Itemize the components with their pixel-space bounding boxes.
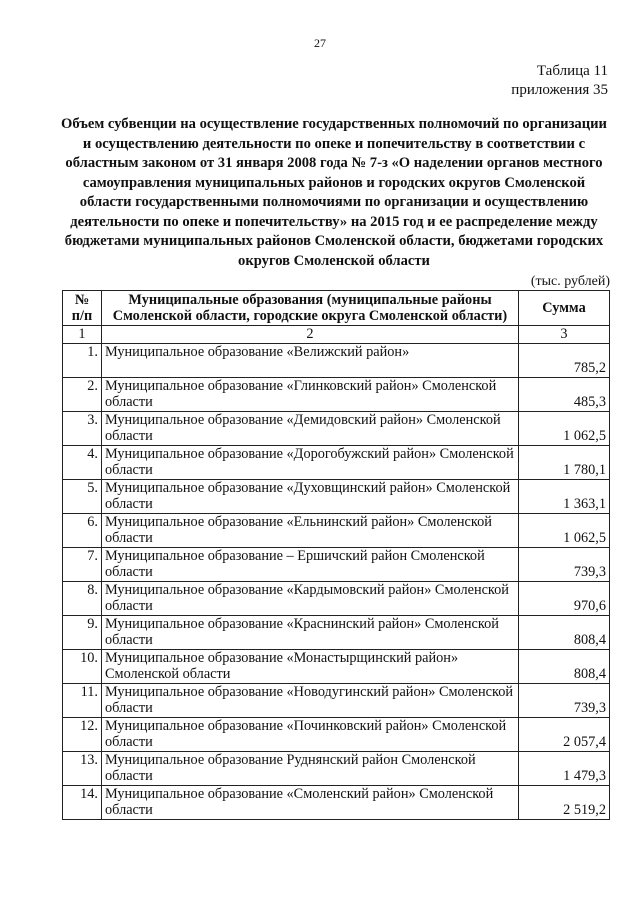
- table-row: [63, 615, 610, 649]
- table-row: [63, 649, 610, 683]
- table-reference: [511, 62, 608, 100]
- table-row: [63, 445, 610, 479]
- row-sum: 1 062,5: [519, 411, 610, 445]
- header-sum: Сумма: [519, 291, 610, 326]
- row-sum: 739,3: [519, 683, 610, 717]
- row-sum: 739,3: [519, 547, 610, 581]
- table-row: [63, 411, 610, 445]
- row-sum: 2 057,4: [519, 717, 610, 751]
- row-sum: 808,4: [519, 615, 610, 649]
- header-number-line1: №: [74, 291, 90, 308]
- header-number-line2: п/п: [71, 308, 93, 324]
- row-name: Муниципальное образование «Велижский район»: [102, 343, 519, 377]
- table-row: [63, 479, 610, 513]
- header-name: Муниципальные образования (муниципальные районы Смоленской области, городские округа Смоленской области): [102, 291, 519, 326]
- row-sum: 485,3: [519, 377, 610, 411]
- row-name: Муниципальное образование «Новодугинский район» Смоленской области: [102, 683, 519, 717]
- document-title: Объем субвенции на осуществление государственных полномочий по организации и осуществлению деятельности по опеке и попечительству в соответствии с областным законом от 31 января 2008 года № 7-з «О наделении органов местного самоуправления муниципальных районов и городских округов Смоленской области государственными полномочиями по организации и осуществлению деятельности по опеке и попечительству» на 2015 год и ее распределение между бюджетами муниципальных районов Смоленской области, бюджетами городских округов Смоленской области: [61, 116, 607, 269]
- table-row: [63, 717, 610, 751]
- table-reference-line2: приложения 35: [511, 82, 608, 98]
- row-number: 6.: [63, 513, 102, 547]
- row-name: Муниципальное образование «Монастырщинский район» Смоленской области: [102, 649, 519, 683]
- table-reference-line1: Таблица 11: [536, 63, 608, 79]
- row-name: Муниципальное образование «Глинковский район» Смоленской области: [102, 377, 519, 411]
- row-number: 1.: [63, 343, 102, 377]
- row-number: 3.: [63, 411, 102, 445]
- table-row: [63, 581, 610, 615]
- page-number: 27: [314, 36, 326, 50]
- table-row: [63, 547, 610, 581]
- row-sum: 1 363,1: [519, 479, 610, 513]
- table-row: [63, 377, 610, 411]
- subvention-table: [62, 290, 610, 820]
- column-number-2: 2: [102, 326, 519, 344]
- row-sum: 1 479,3: [519, 751, 610, 785]
- row-number: 10.: [63, 649, 102, 683]
- row-number: 5.: [63, 479, 102, 513]
- table-row: [63, 513, 610, 547]
- row-number: 4.: [63, 445, 102, 479]
- row-sum: 970,6: [519, 581, 610, 615]
- row-number: 13.: [63, 751, 102, 785]
- row-sum: 1 780,1: [519, 445, 610, 479]
- row-name: Муниципальное образование «Починковский район» Смоленской области: [102, 717, 519, 751]
- row-sum: 808,4: [519, 649, 610, 683]
- table-row: [63, 785, 610, 819]
- row-number: 9.: [63, 615, 102, 649]
- row-number: 12.: [63, 717, 102, 751]
- table-header-row: [63, 291, 610, 326]
- row-name: Муниципальное образование «Краснинский район» Смоленской области: [102, 615, 519, 649]
- row-number: 2.: [63, 377, 102, 411]
- row-sum: 2 519,2: [519, 785, 610, 819]
- row-sum: 785,2: [519, 343, 610, 377]
- table-row: [63, 683, 610, 717]
- row-name: Муниципальное образование «Дорогобужский район» Смоленской области: [102, 445, 519, 479]
- column-number-row: [63, 326, 610, 344]
- header-number: [63, 291, 102, 326]
- row-name: Муниципальное образование «Духовщинский район» Смоленской области: [102, 479, 519, 513]
- row-name: Муниципальное образование «Ельнинский район» Смоленской области: [102, 513, 519, 547]
- row-name: Муниципальное образование «Кардымовский район» Смоленской области: [102, 581, 519, 615]
- row-name: Муниципальное образование «Демидовский район» Смоленской области: [102, 411, 519, 445]
- row-name: Муниципальное образование – Ершичский район Смоленской области: [102, 547, 519, 581]
- table-row: [63, 751, 610, 785]
- column-number-3: 3: [519, 326, 610, 344]
- row-name: Муниципальное образование Руднянский район Смоленской области: [102, 751, 519, 785]
- row-sum: 1 062,5: [519, 513, 610, 547]
- row-number: 11.: [63, 683, 102, 717]
- column-number-1: 1: [63, 326, 102, 344]
- row-name: Муниципальное образование «Смоленский район» Смоленской области: [102, 785, 519, 819]
- row-number: 14.: [63, 785, 102, 819]
- row-number: 8.: [63, 581, 102, 615]
- units-label: (тыс. рублей): [530, 274, 610, 289]
- row-number: 7.: [63, 547, 102, 581]
- table-row: [63, 343, 610, 377]
